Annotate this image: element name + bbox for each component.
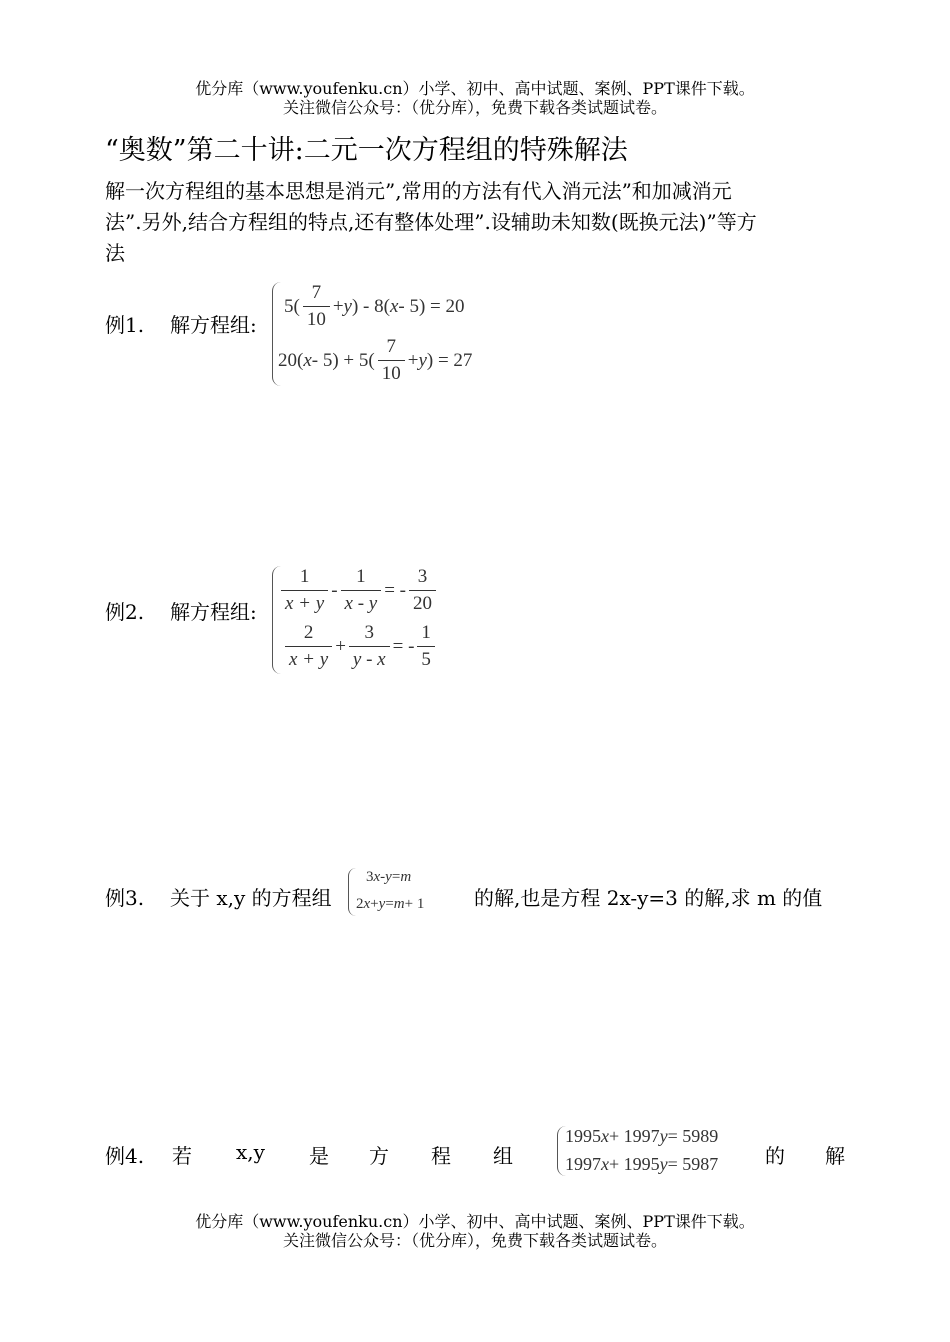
- denominator: [341, 590, 382, 615]
- var-x: x: [601, 1126, 609, 1146]
- example-4-after-word: 的: [765, 1144, 785, 1168]
- ex1-equation-1: [284, 282, 465, 331]
- var-y: y: [343, 295, 352, 317]
- intro-line-2: 法”.另外,结合方程组的特点,还有整体处理”.设辅助未知数(既换元法)”等方: [105, 210, 757, 234]
- fraction: [409, 566, 436, 615]
- op: -: [380, 869, 386, 885]
- intro-line-1: 解一次方程组的基本思想是消元”,常用的方法有代入消元法”和加减消元: [105, 179, 732, 203]
- coef: + 1995: [609, 1154, 660, 1174]
- page-title: “奥数”第二十讲:二元一次方程组的特殊解法: [105, 135, 628, 166]
- var-x: x: [303, 349, 312, 371]
- ex2-equation-2: [282, 622, 438, 671]
- var-m: m: [400, 869, 412, 885]
- example-3-label: 例3.: [105, 886, 145, 910]
- example-4-word: 方: [369, 1144, 389, 1168]
- denominator-text: y - x: [352, 649, 386, 670]
- ex4-equation-1: [565, 1126, 718, 1147]
- example-4-equation-system: [553, 1124, 765, 1180]
- example-1-equation-system: [268, 280, 528, 390]
- numerator: 2: [303, 622, 314, 643]
- footer-line-2: 关注微信公众号：（优分库），免费下载各类试题试卷。: [282, 1231, 667, 1250]
- var-y: y: [378, 896, 386, 912]
- fraction: [349, 622, 390, 671]
- header-line-2: 关注微信公众号：（优分库），免费下载各类试题试卷。: [282, 98, 667, 117]
- example-3-text-before: 关于 x,y 的方程组: [170, 886, 332, 910]
- ex1-eq1-b: +: [332, 295, 344, 317]
- denominator: [285, 646, 332, 671]
- numerator: 7: [386, 336, 396, 357]
- var-x: x: [373, 869, 381, 885]
- fraction: [303, 282, 330, 331]
- ex2-equation-1: [278, 566, 439, 615]
- example-2-text: 解方程组:: [170, 600, 257, 624]
- operator: -: [331, 579, 338, 601]
- ex1-eq1-a: 5(: [284, 295, 300, 317]
- result: = 5989: [667, 1126, 719, 1146]
- var-x: x: [363, 896, 371, 912]
- equals: = -: [384, 579, 407, 601]
- ex4-equation-2: [565, 1154, 718, 1175]
- operator: +: [335, 635, 346, 657]
- equals: =: [385, 896, 394, 912]
- ex1-equation-2: [278, 336, 472, 385]
- example-4-word: 程: [431, 1144, 451, 1168]
- denominator: 20: [409, 590, 436, 615]
- denominator: 10: [378, 360, 405, 385]
- var-y: y: [659, 1126, 668, 1146]
- ex1-eq2-a: 20(: [278, 349, 304, 371]
- var-y: y: [659, 1154, 668, 1174]
- var-m: m: [393, 896, 405, 912]
- numerator: 1: [299, 566, 310, 587]
- ex1-eq1-c: ) - 8(: [351, 295, 390, 317]
- denominator: 5: [417, 646, 435, 671]
- example-4-word: 若: [172, 1144, 192, 1168]
- op: +: [370, 896, 379, 912]
- coef: 2: [356, 896, 364, 912]
- coef: 1995: [565, 1126, 601, 1146]
- ex1-eq1-d: - 5) = 20: [398, 295, 465, 317]
- var-y: y: [385, 869, 392, 885]
- var-y: y: [418, 349, 427, 371]
- denominator-text: x - y: [344, 593, 378, 614]
- example-4-word: 是: [309, 1144, 329, 1168]
- footer-line-1: 优分库（www.youfenku.cn）小学、初中、高中试题、案例、PPT课件下载。: [195, 1212, 755, 1231]
- ex1-eq2-b: - 5) + 5(: [311, 349, 375, 371]
- example-3-equation-system: [344, 866, 469, 920]
- numerator: 3: [417, 566, 428, 587]
- fraction: [281, 566, 328, 615]
- ex3-equation-1: [366, 869, 411, 886]
- example-2-label: 例2.: [105, 600, 145, 624]
- example-4-word: 组: [493, 1144, 513, 1168]
- equals: = -: [392, 635, 415, 657]
- result: = 5987: [667, 1154, 719, 1174]
- example-1-text: 解方程组:: [170, 313, 257, 337]
- example-3-text-after: 的解,也是方程 2x-y=3 的解,求 m 的值: [474, 886, 823, 910]
- fraction: [378, 336, 405, 385]
- fraction: [417, 622, 435, 671]
- numerator: 7: [311, 282, 322, 303]
- equals: =: [391, 869, 401, 885]
- ex3-equation-2: [356, 896, 424, 913]
- coef: 1997: [565, 1154, 601, 1174]
- fraction: [285, 622, 332, 671]
- example-2-equation-system: [268, 564, 468, 678]
- denominator: 10: [303, 306, 330, 331]
- ex1-eq2-c: +: [407, 349, 419, 371]
- example-4-word: x,y: [236, 1140, 265, 1164]
- denominator-text: x + y: [285, 593, 325, 614]
- numerator: 3: [364, 622, 374, 643]
- example-4-after-word: 解: [825, 1144, 845, 1168]
- denominator: [281, 590, 328, 615]
- fraction: [341, 566, 382, 615]
- denominator: [349, 646, 390, 671]
- var-x: x: [601, 1154, 609, 1174]
- numerator: 1: [421, 622, 431, 643]
- plus-one: + 1: [404, 896, 425, 912]
- header-line-1: 优分库（www.youfenku.cn）小学、初中、高中试题、案例、PPT课件下载。: [195, 79, 755, 98]
- intro-line-3: 法: [105, 241, 125, 265]
- intro-paragraph: [105, 176, 845, 269]
- example-4-label: 例4.: [105, 1144, 145, 1168]
- example-1-label: 例1.: [105, 313, 145, 337]
- var-x: x: [389, 295, 399, 317]
- denominator-text: x + y: [289, 649, 329, 670]
- numerator: 1: [356, 566, 366, 587]
- ex1-eq2-d: ) = 27: [426, 349, 473, 371]
- coef: + 1997: [609, 1126, 660, 1146]
- coef: 3: [366, 869, 374, 885]
